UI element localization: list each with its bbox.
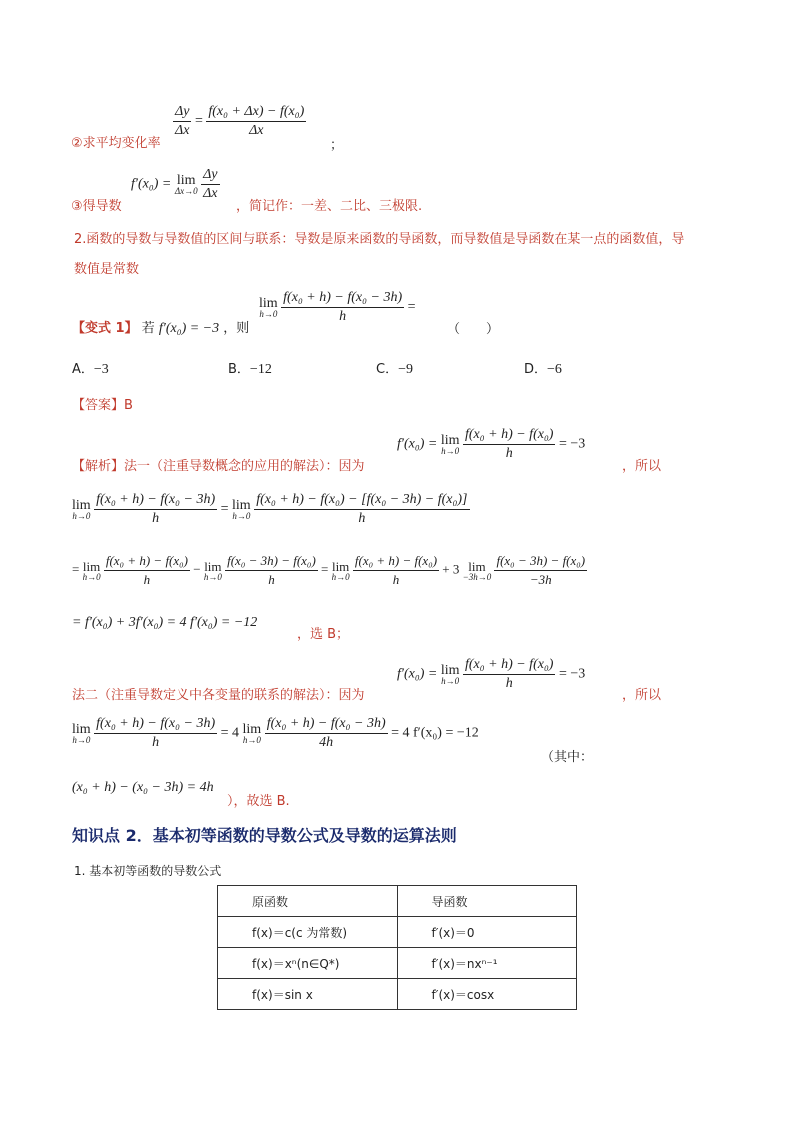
variant1-cond-formula: f′(x₀) = −3	[158, 321, 220, 336]
variant1-cond-tail: ，则	[223, 321, 250, 336]
table-cell: f(x)＝sin x	[218, 979, 398, 1010]
m2-num-a: f(x₀ + h) − f(x₀ − 3h)	[94, 716, 217, 734]
method2-formula-prefix: f′(x₀) =	[397, 666, 441, 682]
line3-den-c: h	[392, 572, 400, 587]
method2-frac-den: h	[505, 676, 513, 691]
method1-lim-sub: h→0	[441, 446, 460, 456]
line2-num-b: f(x₀ + h) − f(x₀) − [f(x₀ − 3h) − f(x₀)]	[254, 492, 469, 510]
line3-lim-b: lim	[204, 559, 222, 574]
option-c[interactable]	[376, 358, 413, 378]
step3-formula-prefix: f′(x₀) =	[131, 176, 175, 192]
m2-result: = 4 f′(x₀) = −12	[391, 725, 479, 741]
line3-lim-b-sub: h→0	[203, 572, 222, 582]
step2-formula: $\frac{\Delta y}{\Delta x}$ = $\frac{\text{f(x₀ + Δx) − f(x₀)}}{\Delta x}$	[175, 104, 305, 138]
table-header-row	[218, 886, 577, 917]
line3-lim-a-sub: h→0	[82, 572, 101, 582]
m2-lim-a-sub: h→0	[72, 735, 91, 745]
table-header-cell: 原函数	[218, 886, 398, 917]
variant1-frac-num: f(x₀ + h) − f(x₀ − 3h)	[281, 290, 404, 308]
option-d-letter: D．	[524, 362, 548, 377]
variant1-tag: 【变式 1】	[72, 321, 138, 336]
analysis-line3	[72, 553, 587, 588]
section2-sub: 1. 基本初等函数的导数公式	[74, 864, 222, 878]
option-d[interactable]	[524, 358, 562, 378]
variant1-lim-sub: h→0	[259, 309, 278, 319]
m2-last-tail: ），故选 B.	[227, 794, 290, 809]
table-cell: f(x)＝xⁿ(n∈Q*)	[218, 948, 398, 979]
answer-text: 【答案】B	[72, 398, 133, 413]
method2-eq: = −3	[558, 666, 586, 682]
method1-tail: ，所以	[622, 459, 662, 474]
variant1-eq: =	[407, 299, 416, 315]
variant1-frac-den: h	[339, 309, 347, 324]
method2-lim: lim	[440, 663, 460, 678]
step2-rhs-num: f(x₀ + Δx) − f(x₀)	[206, 104, 306, 122]
table-row	[218, 917, 577, 948]
variant1-paren: （ ）	[447, 322, 500, 337]
step2-lhs-num: Δy	[173, 104, 191, 122]
m2-paren: （其中：	[541, 750, 594, 765]
m2-den-b: 4h	[319, 735, 334, 750]
m2-num-b: f(x₀ + h) − f(x₀ − 3h)	[265, 716, 388, 734]
line3-lim-a: lim	[82, 559, 101, 574]
m2-lim-a: lim	[72, 722, 91, 737]
table-cell: f′(x)＝cosx	[397, 979, 577, 1010]
line2-lim-a: lim	[72, 498, 91, 513]
line3-den-b: h	[268, 572, 275, 587]
m2-last-formula: (x₀ + h) − (x₀ − 3h) = 4h	[72, 780, 214, 795]
line4-formula: = f′(x₀) + 3f′(x₀) = 4 f′(x₀) = −12	[72, 615, 258, 630]
method1-prefix: 【解析】法一（注重导数概念的应用的解法）：因为	[72, 459, 365, 474]
line2-lim-b: lim	[232, 498, 251, 513]
line3-lim-c: lim	[331, 559, 350, 574]
line2-num-a: f(x₀ + h) − f(x₀ − 3h)	[94, 492, 217, 510]
method1-frac-den: h	[505, 446, 513, 461]
step3-lim: lim	[176, 173, 196, 188]
variant1-lim: lim	[259, 296, 278, 311]
line3-lim-d: lim	[468, 559, 486, 574]
step2-tail: ；	[330, 138, 344, 153]
step3-tail: ，简记作：一差、二比、三极限.	[236, 199, 423, 214]
m2-eq1: = 4	[220, 725, 240, 741]
point2-line2: 数值是常数	[74, 262, 140, 277]
step2-lhs-den: Δx	[175, 123, 190, 138]
line3-den-d: −3h	[529, 572, 552, 587]
line3-num-a: f(x₀ + h) − f(x₀)	[104, 553, 190, 571]
method2-prefix: 法二（注重导数定义中各变量的联系的解法）：因为	[72, 688, 365, 703]
line3-lim-c-sub: h→0	[331, 572, 350, 582]
step3-frac-num: Δy	[201, 167, 219, 185]
variant1-question	[72, 317, 249, 337]
variant1-cond-prefix: 若	[141, 321, 155, 336]
option-c-letter: C．	[376, 362, 399, 377]
line3-num-c: f(x₀ + h) − f(x₀)	[353, 553, 439, 571]
line3-num-b: f(x₀ − 3h) − f(x₀)	[225, 553, 318, 571]
option-b-letter: B．	[228, 362, 250, 377]
method1-lim: lim	[440, 433, 460, 448]
table-cell: f(x)＝c(c 为常数)	[218, 917, 398, 948]
step2-label: ②求平均变化率	[71, 136, 161, 151]
method2-tail: ，所以	[622, 688, 662, 703]
m2-lim-b-sub: h→0	[242, 735, 261, 745]
m2-lim-b: lim	[242, 722, 262, 737]
line4-tail: ，选 B；	[297, 627, 350, 642]
method1-eq: = −3	[558, 436, 586, 452]
step2-rhs-den: Δx	[249, 123, 264, 138]
line3-den-a: h	[143, 572, 151, 587]
method2-formula	[397, 657, 585, 692]
line3-eq2: =	[321, 561, 329, 577]
point2-line1: 2.函数的导数与导数值的区间与联系：导数是原来函数的导函数，而导数值是导函数在某一点的函数值，导	[74, 232, 685, 247]
section2-heading: 知识点 2．基本初等函数的导数公式及导数的运算法则	[72, 826, 457, 845]
line3-eq1: =	[72, 561, 80, 577]
line2-lim-b-sub: h→0	[232, 511, 251, 521]
line3-minus: −	[193, 561, 201, 577]
m2-den-a: h	[152, 735, 160, 750]
variant1-formula	[259, 290, 416, 325]
option-d-value: −6	[547, 362, 562, 377]
option-b[interactable]	[228, 358, 272, 378]
line3-plus: + 3	[442, 561, 460, 577]
method1-formula	[397, 427, 585, 462]
step3-lim-sub: Δx→0	[174, 186, 198, 196]
option-c-value: −9	[398, 362, 413, 377]
table-header-cell: 导函数	[397, 886, 577, 917]
line2-den-b: h	[358, 511, 366, 526]
method2-line2	[72, 716, 479, 751]
line3-num-d: f(x₀ − 3h) − f(x₀)	[494, 553, 587, 571]
line3-lim-d-sub: −3h→0	[462, 572, 492, 582]
method2-lim-sub: h→0	[441, 676, 460, 686]
option-b-value: −12	[249, 362, 272, 377]
analysis-line2	[72, 492, 470, 527]
derivative-formula-table	[217, 885, 577, 1010]
table-cell: f′(x)＝nxⁿ⁻¹	[397, 948, 577, 979]
method1-formula-prefix: f′(x₀) =	[397, 436, 441, 452]
table-cell: f′(x)＝0	[397, 917, 577, 948]
line2-eq: =	[220, 501, 229, 517]
option-a-letter: A．	[72, 362, 94, 377]
table-row	[218, 948, 577, 979]
method1-frac-num: f(x₀ + h) − f(x₀)	[463, 427, 555, 445]
line2-lim-a-sub: h→0	[72, 511, 91, 521]
option-a[interactable]	[72, 358, 109, 378]
line2-den-a: h	[152, 511, 160, 526]
step3-formula	[131, 167, 220, 202]
table-row	[218, 979, 577, 1010]
option-a-value: −3	[93, 362, 109, 377]
step3-frac-den: Δx	[203, 186, 218, 201]
step3-label: ③得导数	[71, 199, 122, 214]
method2-frac-num: f(x₀ + h) − f(x₀)	[463, 657, 555, 675]
